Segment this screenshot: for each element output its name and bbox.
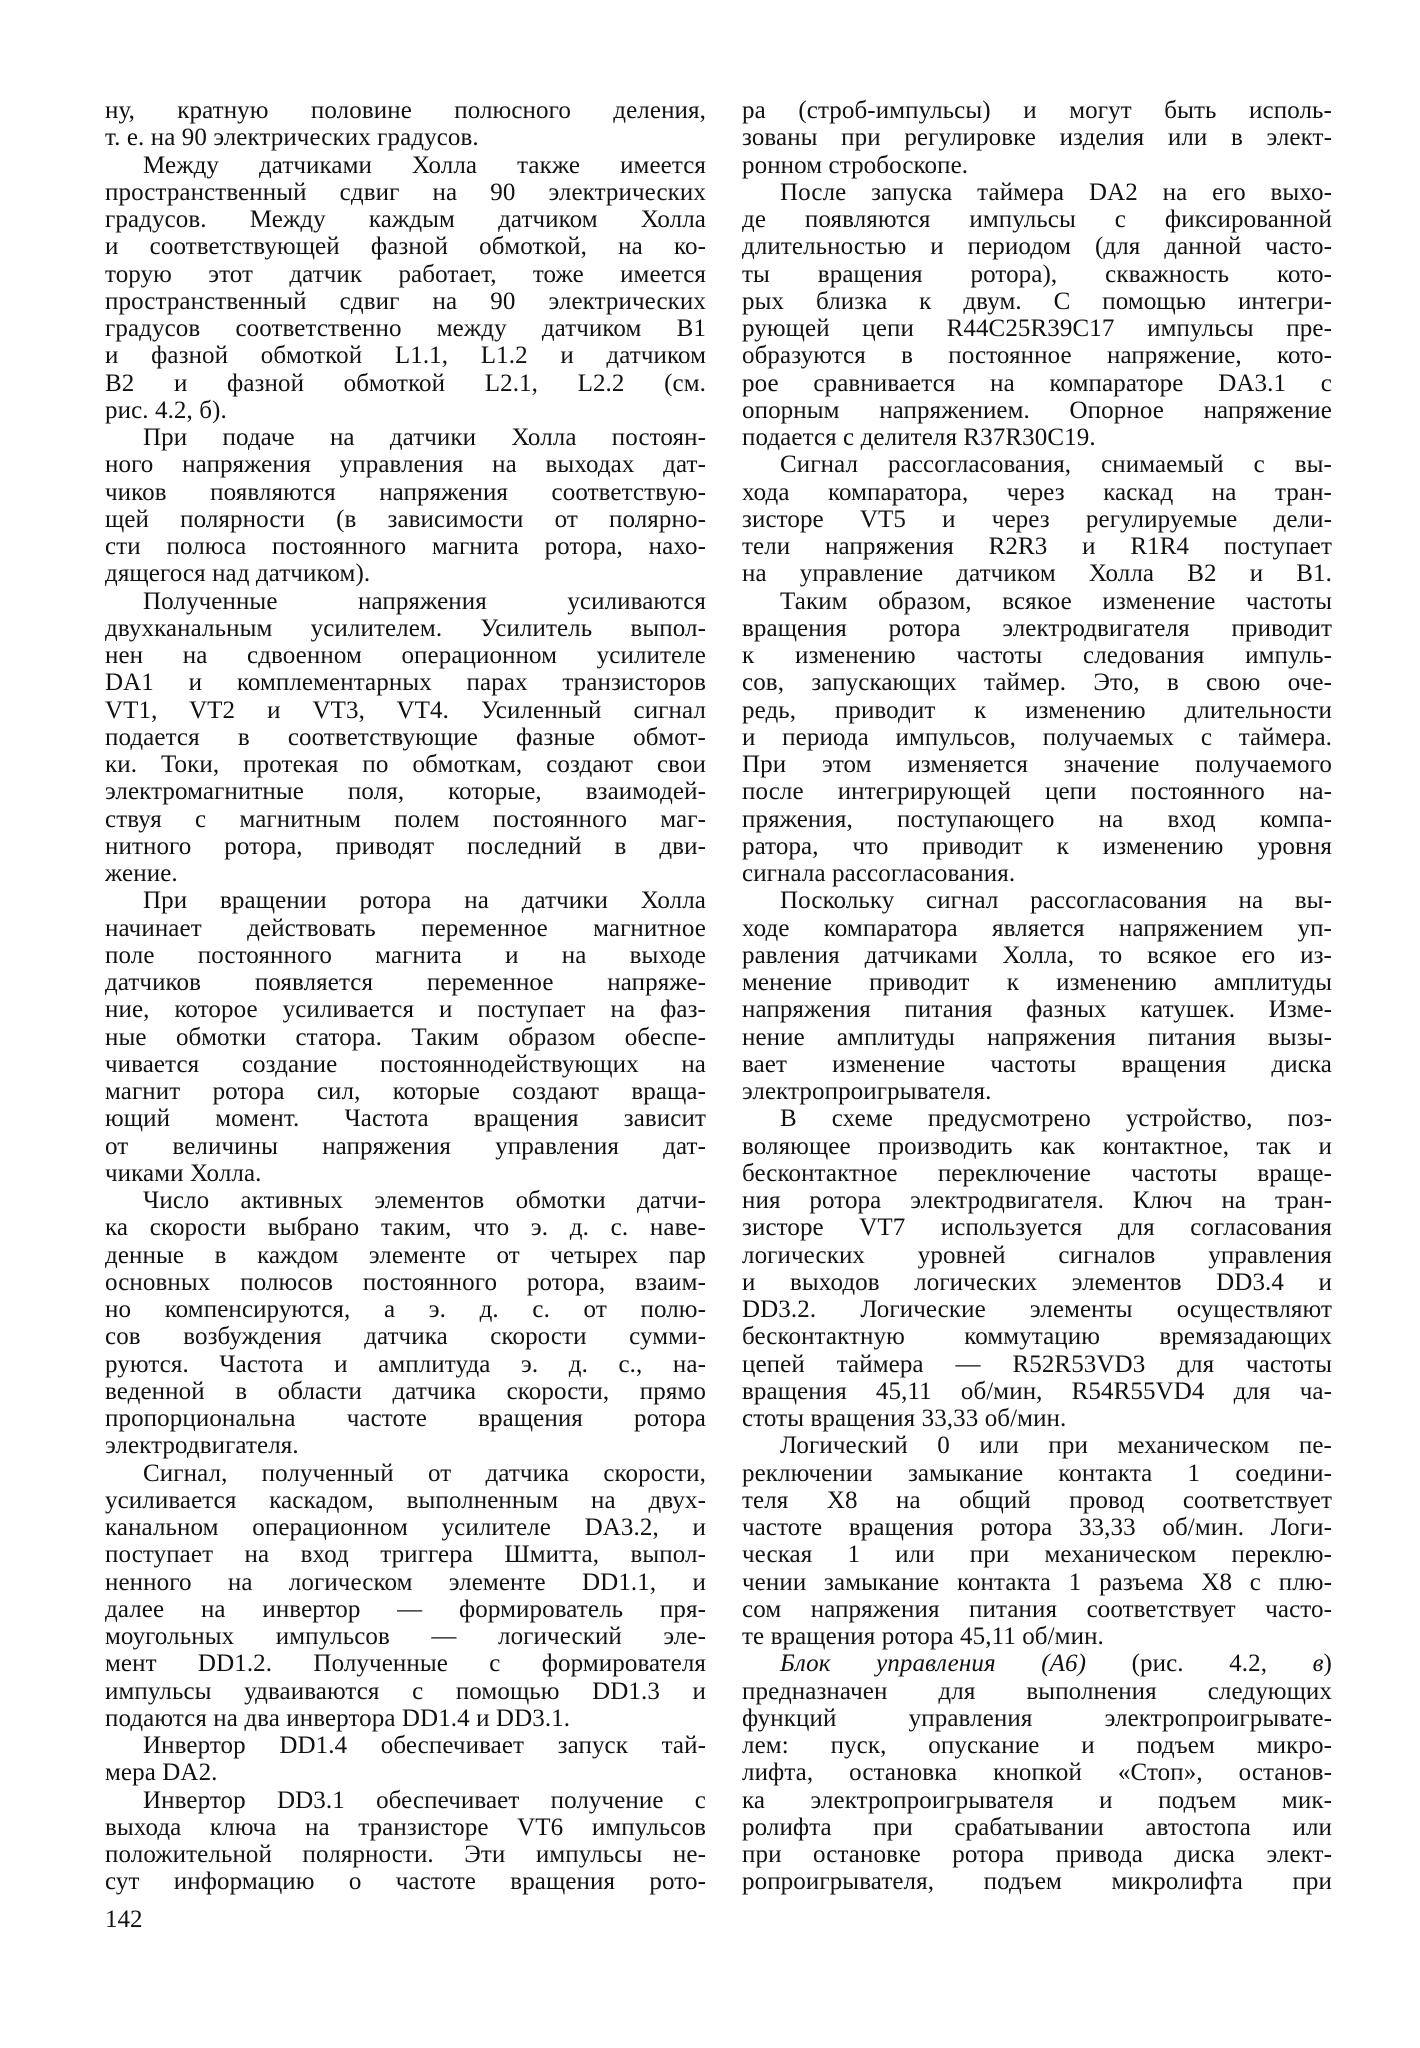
text-line: стоты вращения 33,33 об/мин. <box>742 1405 1067 1432</box>
text-line: ные обмотки статора. Таким образом обеспе- <box>105 1023 706 1051</box>
text-line: положительной полярности. Эти импульсы не- <box>105 1841 706 1868</box>
text-line: де появляются импульсы с фиксированной <box>742 206 1332 233</box>
text-line: торую этот датчик работает, тоже имеется <box>105 260 706 288</box>
text-line: хода компаратора, через каскад на тран- <box>742 478 1332 506</box>
text-line: поступает на вход триггера Шмитта, выпол- <box>105 1541 706 1569</box>
text-line: двухканальным усилителем. Усилитель выпол- <box>105 614 706 642</box>
text-line: зисторе VT5 и через регулируемые дели- <box>742 505 1332 533</box>
text-line: рых близка к двум. С помощью интегри- <box>742 287 1332 315</box>
text-line: ния ротора электродвигателя. Ключ на тран- <box>742 1187 1332 1214</box>
text-line <box>742 1650 1332 1677</box>
text-line: т. е. на 90 электрических градусов. <box>105 124 479 152</box>
text-line: подается с делителя R37R30C19. <box>742 424 1096 451</box>
text-line: ческая 1 или при механическом переклю- <box>742 1541 1332 1569</box>
text-line: вращения ротора электродвигателя приводит <box>742 614 1332 642</box>
text-line: ка скорости выбрано таким, что э. д. с. наве- <box>105 1214 706 1242</box>
text-line: предназначен для выполнения следующих <box>742 1677 1332 1705</box>
text-line: Сигнал рассогласования, снимаемый с вы- <box>780 451 1332 479</box>
text-line: чиков появляются напряжения соответствую- <box>105 478 706 506</box>
left-column <box>105 97 706 1896</box>
text-line: теля X8 на общий провод соответствует <box>742 1486 1332 1514</box>
text-line: сигнала рассогласования. <box>742 860 1016 887</box>
text-line: чиками Холла. <box>105 1159 262 1187</box>
text-line: ратора, что приводит к изменению уровня <box>742 832 1332 860</box>
text-line: образуются в постоянное напряжение, кото- <box>742 342 1332 370</box>
text-line: веденной в области датчика скорости, прямо <box>105 1377 706 1405</box>
text-line: ствуя с магнитным полем постоянного маг- <box>105 805 706 833</box>
text-line: функций управления электропроигрывате- <box>742 1704 1332 1732</box>
text-line: далее на инвертор — формирователь пря- <box>105 1595 706 1623</box>
text-line: сти полюса постоянного магнита ротора, нахо- <box>105 533 706 560</box>
text-line: нитного ротора, приводят последний в дви- <box>105 832 706 860</box>
text-line: равления датчиками Холла, то всякое его из- <box>742 941 1332 969</box>
text-line: нен на сдвоенном операционном усилителе <box>105 642 706 669</box>
text-line: ненного на логическом элементе DD1.1, и <box>105 1568 706 1596</box>
text-line: пряжения, поступающего на вход компа- <box>742 805 1332 833</box>
text-line: электропроигрывателя. <box>742 1078 992 1105</box>
text-line: выхода ключа на транзисторе VT6 импульсов <box>105 1813 706 1841</box>
text-line: менение приводит к изменению амплитуды <box>742 969 1332 996</box>
text-line: импульсы удваиваются с помощью DD1.3 и <box>105 1677 706 1705</box>
text-line: сов возбуждения датчика скорости сумми- <box>105 1323 706 1351</box>
text-line: Между датчиками Холла также имеется <box>143 151 706 179</box>
text-line: воляющее производить как контактное, так и <box>742 1132 1332 1160</box>
text-line: мера DA2. <box>105 1759 218 1787</box>
text-line: сом напряжения питания соответствует часто- <box>742 1595 1332 1623</box>
text-line: ронном стробоскопе. <box>742 151 969 179</box>
text-line: на управление датчиком Холла B2 и B1. <box>742 560 1332 588</box>
page-number: 142 <box>105 1906 143 1933</box>
text-line: начинает действовать переменное магнитное <box>105 914 706 942</box>
text-line: рое сравнивается на компараторе DA3.1 с <box>742 369 1332 397</box>
text-line: руются. Частота и амплитуда э. д. с., на- <box>105 1350 706 1378</box>
text-line: но компенсируются, а э. д. с. от полю- <box>105 1296 706 1323</box>
text-line: сов, запускающих таймер. Это, в свою оче- <box>742 669 1332 697</box>
text-line: от величины напряжения управления дат- <box>105 1132 706 1160</box>
text-line: ки. Токи, протекая по обмоткам, создают свои <box>105 751 706 778</box>
text-line: после интегрирующей цепи постоянного на- <box>742 778 1332 806</box>
text-line: градусов. Между каждым датчиком Холла <box>105 206 706 233</box>
figure-reference: (рис. 4.2, <box>1086 1650 1313 1678</box>
text-line: вает изменение частоты вращения диска <box>742 1050 1332 1078</box>
text-line: те вращения ротора 45,11 об/мин. <box>742 1623 1104 1650</box>
text-line: нение амплитуды напряжения питания вызы- <box>742 1023 1332 1051</box>
text-line: ние, которое усиливается и поступает на фаз- <box>105 996 706 1024</box>
text-line: денные в каждом элементе от четырех пар <box>105 1241 706 1269</box>
text-line: При вращении ротора на датчики Холла <box>143 887 706 915</box>
text-line: DD3.2. Логические элементы осуществляют <box>742 1296 1332 1323</box>
text-line: VT1, VT2 и VT3, VT4. Усиленный сигнал <box>105 696 706 724</box>
text-line: ты вращения ротора), скважность кото- <box>742 260 1332 288</box>
text-line: Поскольку сигнал рассогласования на вы- <box>780 887 1332 915</box>
text-line: бесконтактное переключение частоты враще- <box>742 1159 1332 1187</box>
text-line: Логический 0 или при механическом пе- <box>780 1432 1332 1460</box>
text-line: Сигнал, полученный от датчика скорости, <box>143 1459 706 1487</box>
text-line: и выходов логических элементов DD3.4 и <box>742 1268 1332 1296</box>
text-line: лем: пуск, опускание и подъем микро- <box>742 1732 1332 1759</box>
text-line: жение. <box>105 860 178 887</box>
text-line: при остановке ротора привода диска элект- <box>742 1841 1332 1868</box>
text-line: поле постоянного магнита и на выходе <box>105 941 706 969</box>
text-line: электродвигателя. <box>105 1432 299 1460</box>
text-line: дящегося над датчиком). <box>105 560 371 588</box>
text-line: рис. 4.2, б). <box>105 396 227 424</box>
text-line: и фазной обмоткой L1.1, L1.2 и датчиком <box>105 342 706 370</box>
text-line: пространственный сдвиг на 90 электрических <box>105 178 706 206</box>
text-line: вращения 45,11 об/мин, R54R55VD4 для ча- <box>742 1377 1332 1405</box>
text-line: чении замыкание контакта 1 разъема X8 с плю- <box>742 1568 1332 1596</box>
text-line: ропроигрывателя, подъем микролифта при <box>742 1868 1332 1896</box>
text-line: усиливается каскадом, выполненным на двух- <box>105 1486 706 1514</box>
text-line: пропорциональна частоте вращения ротора <box>105 1405 706 1432</box>
text-line: основных полюсов постоянного ротора, взаим- <box>105 1268 706 1296</box>
text-line: канальном операционном усилителе DA3.2, и <box>105 1514 706 1541</box>
text-line: и соответствующей фазной обмоткой, на ко- <box>105 233 706 261</box>
text-line: ра (строб-импульсы) и могут быть исполь- <box>742 97 1332 124</box>
text-line: Полученные напряжения усиливаются <box>143 587 706 615</box>
text-line: моугольных импульсов — логический эле- <box>105 1623 706 1650</box>
text-line: ну, кратную половине полюсного деления, <box>105 97 706 124</box>
text-line: Число активных элементов обмотки датчи- <box>143 1187 706 1214</box>
text-line: длительностью и периодом (для данной часто- <box>742 233 1332 261</box>
text-line: и периода импульсов, получаемых с таймера. <box>742 723 1332 751</box>
text-line: мент DD1.2. Полученные с формирователя <box>105 1650 706 1678</box>
text-line: редь, приводит к изменению длительности <box>742 696 1332 724</box>
text-line: зованы при регулировке изделия или в элект- <box>742 124 1332 152</box>
text-line: опорным напряжением. Опорное напряжение <box>742 396 1332 424</box>
text-line: напряжения питания фазных катушек. Изме- <box>742 996 1332 1024</box>
text-line: ролифта при срабатывании автостопа или <box>742 1813 1332 1841</box>
text-line: цепей таймера — R52R53VD3 для частоты <box>742 1350 1332 1378</box>
text-line: частоте вращения ротора 33,33 об/мин. Логи- <box>742 1514 1332 1541</box>
text-line: к изменению частоты следования импуль- <box>742 642 1332 669</box>
text-line: При этом изменяется значение получаемого <box>742 751 1332 778</box>
text-line: ного напряжения управления на выходах дат- <box>105 451 706 479</box>
text-line: тели напряжения R2R3 и R1R4 поступает <box>742 533 1332 560</box>
text-line: При подаче на датчики Холла постоян- <box>143 424 706 451</box>
text-line: Инвертор DD1.4 обеспечивает запуск тай- <box>143 1732 706 1759</box>
text-line: датчиков появляется переменное напряже- <box>105 969 706 996</box>
text-line: После запуска таймера DA2 на его выхо- <box>780 178 1332 206</box>
text-line: магнит ротора сил, которые создают враща- <box>105 1078 706 1105</box>
text-line: пространственный сдвиг на 90 электрических <box>105 287 706 315</box>
text-line: логических уровней сигналов управления <box>742 1241 1332 1269</box>
text-line: подается в соответствующие фазные обмот- <box>105 723 706 751</box>
text-line: ходе компаратора является напряжением уп- <box>742 914 1332 942</box>
text-line: подаются на два инвертора DD1.4 и DD3.1. <box>105 1704 571 1732</box>
text-line: реключении замыкание контакта 1 соедини- <box>742 1459 1332 1487</box>
text-line: ющий момент. Частота вращения зависит <box>105 1105 706 1133</box>
text-line: зисторе VT7 используется для согласования <box>742 1214 1332 1242</box>
text-line: Инвертор DD3.1 обеспечивает получение с <box>143 1786 706 1814</box>
text-line: сут информацию о частоте вращения рото- <box>105 1868 706 1896</box>
text-line: градусов соответственно между датчиком B1 <box>105 315 706 342</box>
text-line: В схеме предусмотрено устройство, поз- <box>780 1105 1332 1133</box>
text-line: B2 и фазной обмоткой L2.1, L2.2 (см. <box>105 369 706 397</box>
right-column <box>742 97 1332 1896</box>
text-line: электромагнитные поля, которые, взаимодей- <box>105 778 706 806</box>
text-line: рующей цепи R44C25R39C17 импульсы пре- <box>742 315 1332 342</box>
text-line: Таким образом, всякое изменение частоты <box>780 587 1332 615</box>
text-line: щей полярности (в зависимости от полярно- <box>105 505 706 533</box>
text-line: лифта, остановка кнопкой «Стоп», останов- <box>742 1759 1332 1787</box>
section-heading-inline: Блок управления (A6) <box>780 1650 1087 1678</box>
closing-paren: ) <box>1323 1650 1332 1678</box>
text-line: чивается создание постояннодействующих на <box>105 1050 706 1078</box>
figure-letter: в <box>1312 1650 1324 1678</box>
text-line: DA1 и комплементарных парах транзисторов <box>105 669 706 697</box>
text-line: бесконтактную коммутацию времязадающих <box>742 1323 1332 1351</box>
text-line: ка электропроигрывателя и подъем мик- <box>742 1786 1332 1814</box>
